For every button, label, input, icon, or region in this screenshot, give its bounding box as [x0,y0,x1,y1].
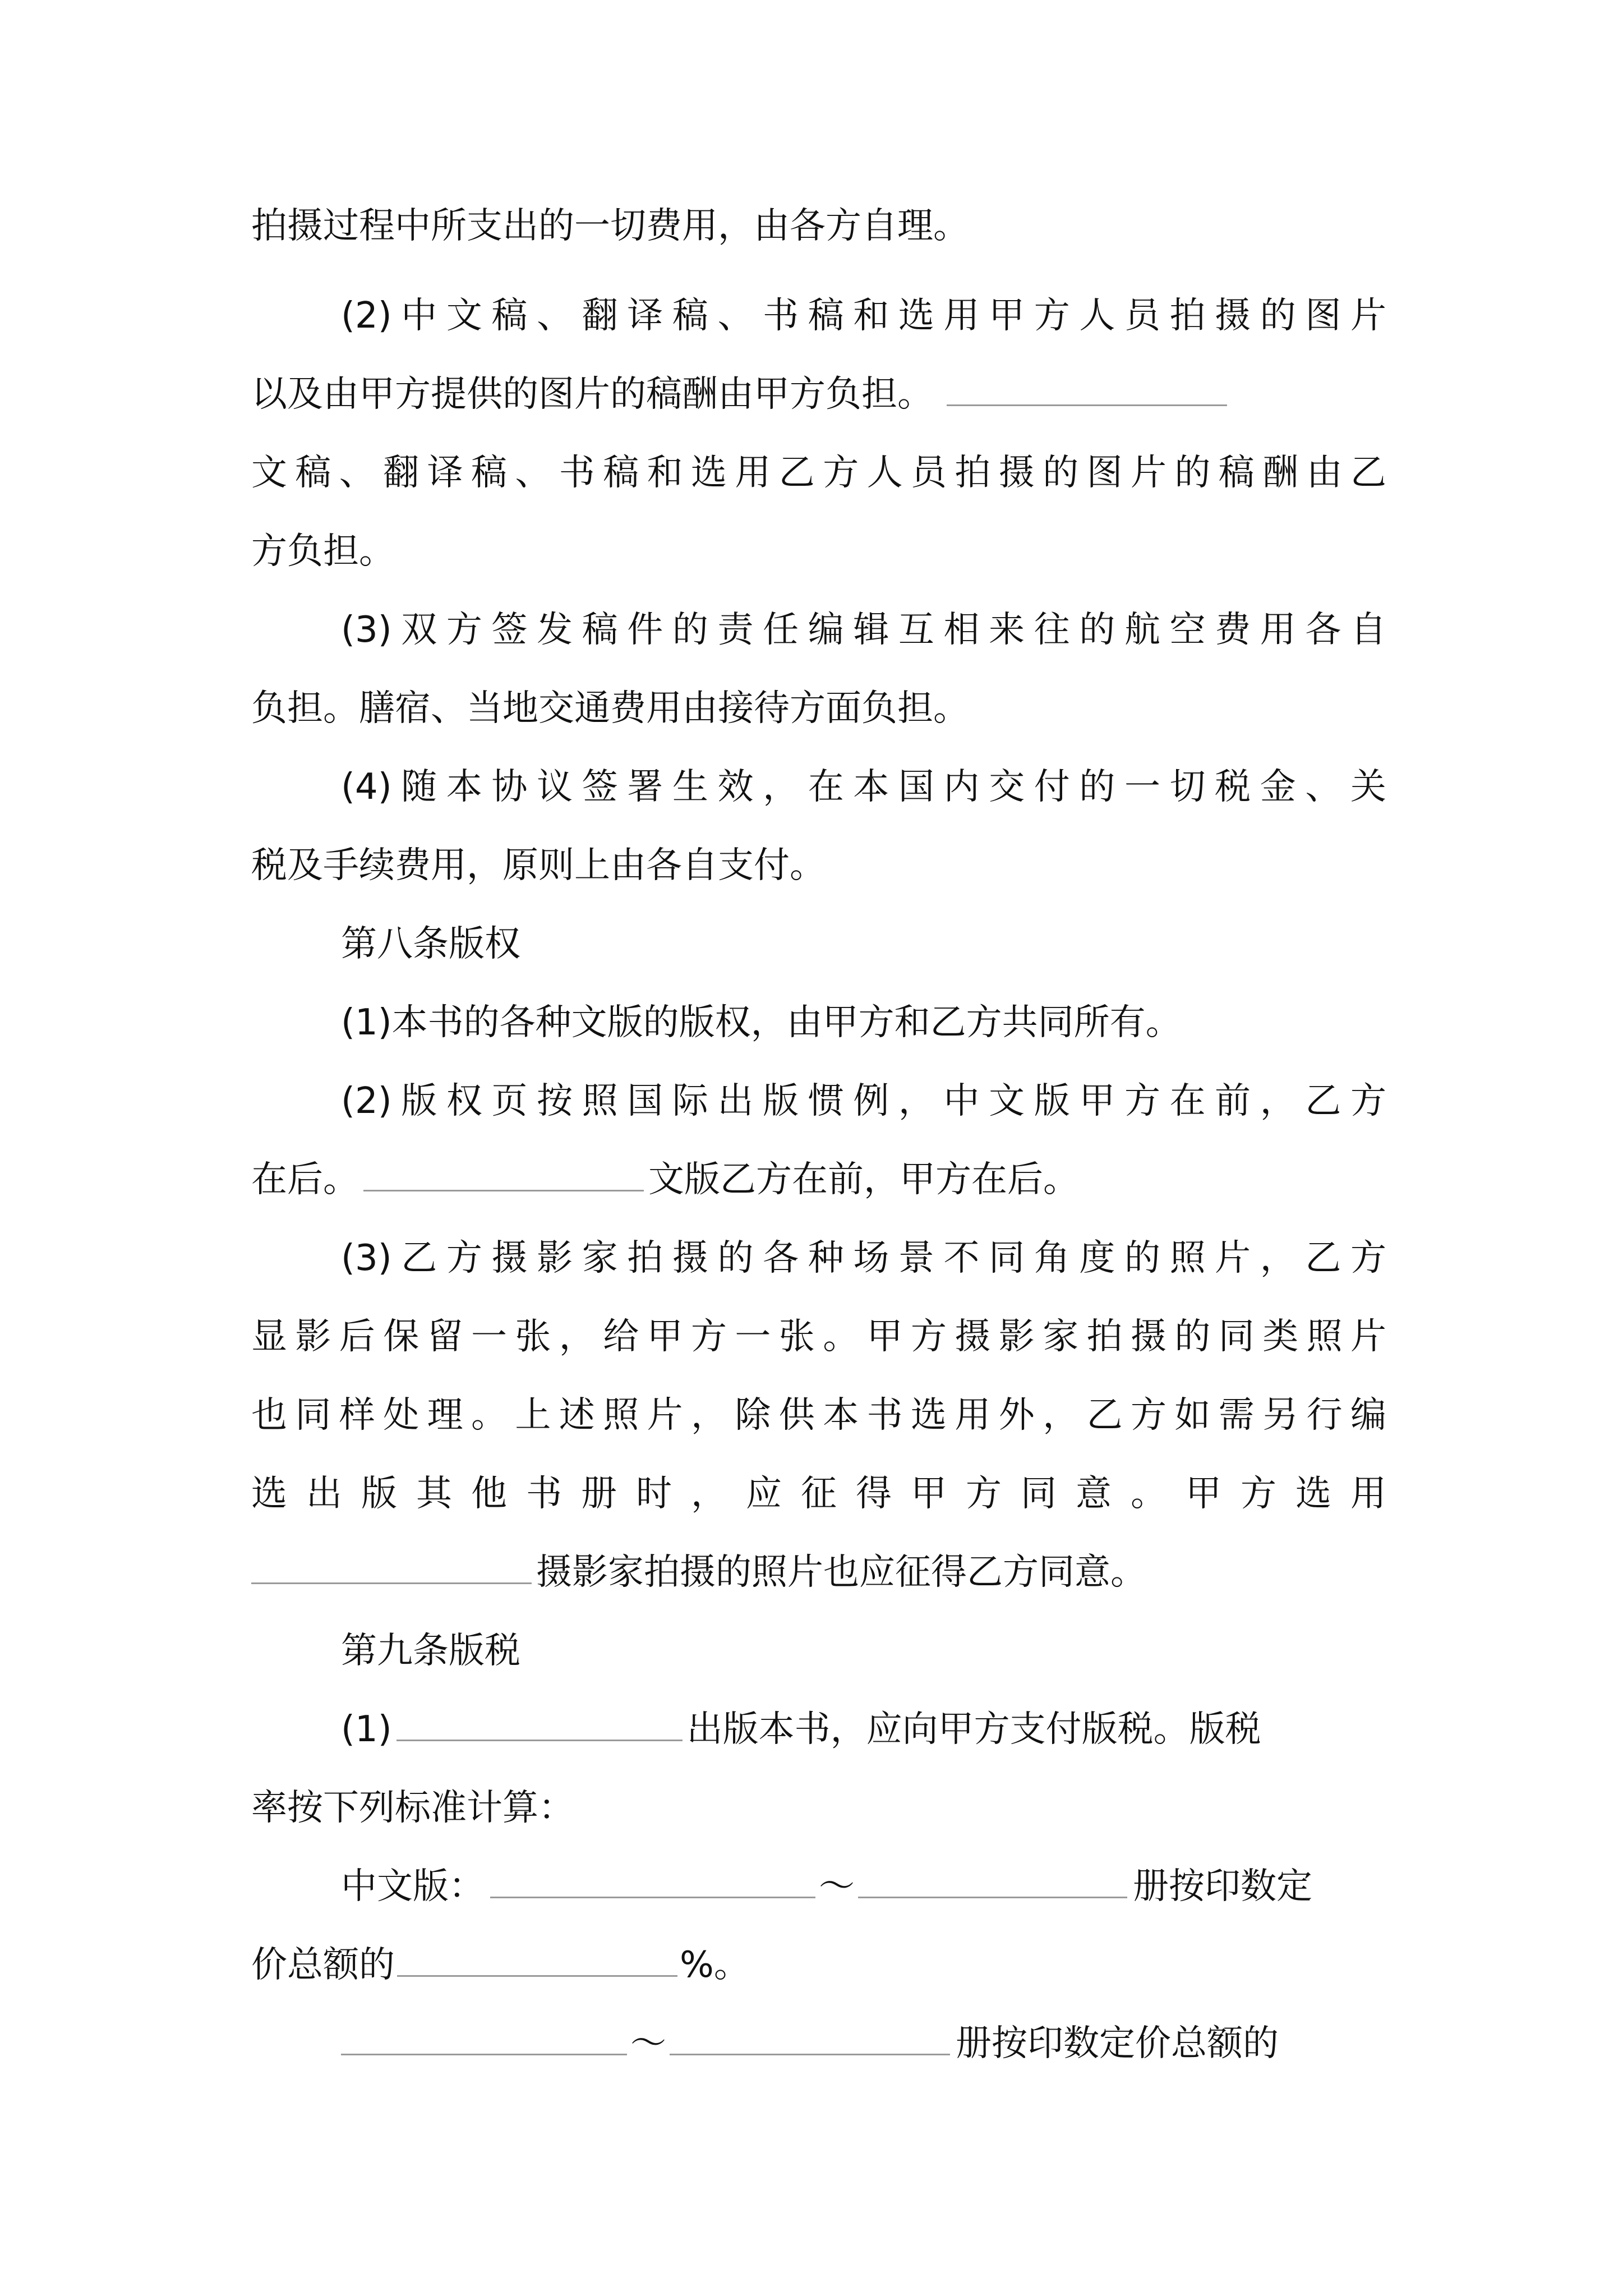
paragraph-line: 文稿、翻译稿、书稿和选用乙方人员拍摄的图片的稿酬由乙 [251,452,1386,494]
paragraph-line [251,1545,1386,1599]
line-text: ～ [630,2023,666,2064]
paragraph-line [341,1860,1386,1913]
section-heading: 第九条版税 [341,1630,520,1672]
fill-in-blank[interactable] [396,1703,683,1741]
line-text: 摄影家拍摄的照片也应征得乙方同意。 [536,1552,1146,1593]
paragraph-line: (2)中文稿、翻译稿、书稿和选用甲方人员拍摄的图片 [341,295,1386,337]
fill-in-blank[interactable] [251,1545,532,1584]
fill-in-blank[interactable] [363,1153,644,1191]
paragraph-line: (2)版权页按照国际出版惯例，中文版甲方在前，乙方 [341,1080,1386,1122]
paragraph-line [251,1153,1386,1207]
line-text: (1) [341,1709,392,1750]
fill-in-blank[interactable] [947,367,1227,406]
line-text: 文版乙方在前，甲方在后。 [648,1159,1079,1200]
line-text: 中文版： [341,1866,485,1907]
line-text: 册按印数定 [1133,1866,1312,1907]
paragraph-line [341,2017,1386,2070]
line-text: ～ [819,1866,855,1907]
section-heading: 第八条版权 [341,923,520,965]
line-text: 以及由甲方提供的图片的稿酬由甲方负担。 [251,374,933,415]
paragraph-line: 选出版其他书册时，应征得甲方同意。甲方选用 [251,1473,1386,1515]
paragraph-line: (4)随本协议签署生效，在本国内交付的一切税金、关 [341,766,1386,808]
paragraph-line: 显影后保留一张，给甲方一张。甲方摄影家拍摄的同类照片 [251,1316,1386,1358]
paragraph-line: 拍摄过程中所支出的一切费用，由各方自理。 [251,205,969,247]
paragraph-line: (3)乙方摄影家拍摄的各种场景不同角度的照片，乙方 [341,1237,1386,1279]
paragraph-line: 负担。膳宿、当地交通费用由接待方面负担。 [251,688,969,729]
paragraph-line [341,1703,1386,1756]
paragraph-line [251,367,1386,421]
fill-in-blank[interactable] [397,1938,677,1977]
paragraph-line: 也同样处理。上述照片，除供本书选用外，乙方如需另行编 [251,1395,1386,1436]
line-text: 册按印数定价总额的 [956,2023,1279,2064]
paragraph-line: (3)双方签发稿件的责任编辑互相来往的航空费用各自 [341,609,1386,651]
fill-in-blank[interactable] [858,1860,1127,1898]
fill-in-blank[interactable] [341,2017,627,2055]
line-text: 出版本书，应向甲方支付版税。版税 [686,1709,1261,1750]
paragraph-line: 率按下列标准计算： [251,1787,574,1829]
line-text: 在后。 [251,1159,359,1200]
paragraph-line [251,1938,1386,1992]
line-text: 价总额的 [251,1944,395,1986]
paragraph-line: (1)本书的各种文版的版权，由甲方和乙方共同所有。 [341,1002,1182,1043]
paragraph-line: 方负担。 [251,531,395,572]
paragraph-line: 税及手续费用，原则上由各自支付。 [251,845,826,886]
fill-in-blank[interactable] [670,2017,950,2055]
line-text: %。 [680,1944,750,1986]
fill-in-blank[interactable] [490,1860,815,1898]
